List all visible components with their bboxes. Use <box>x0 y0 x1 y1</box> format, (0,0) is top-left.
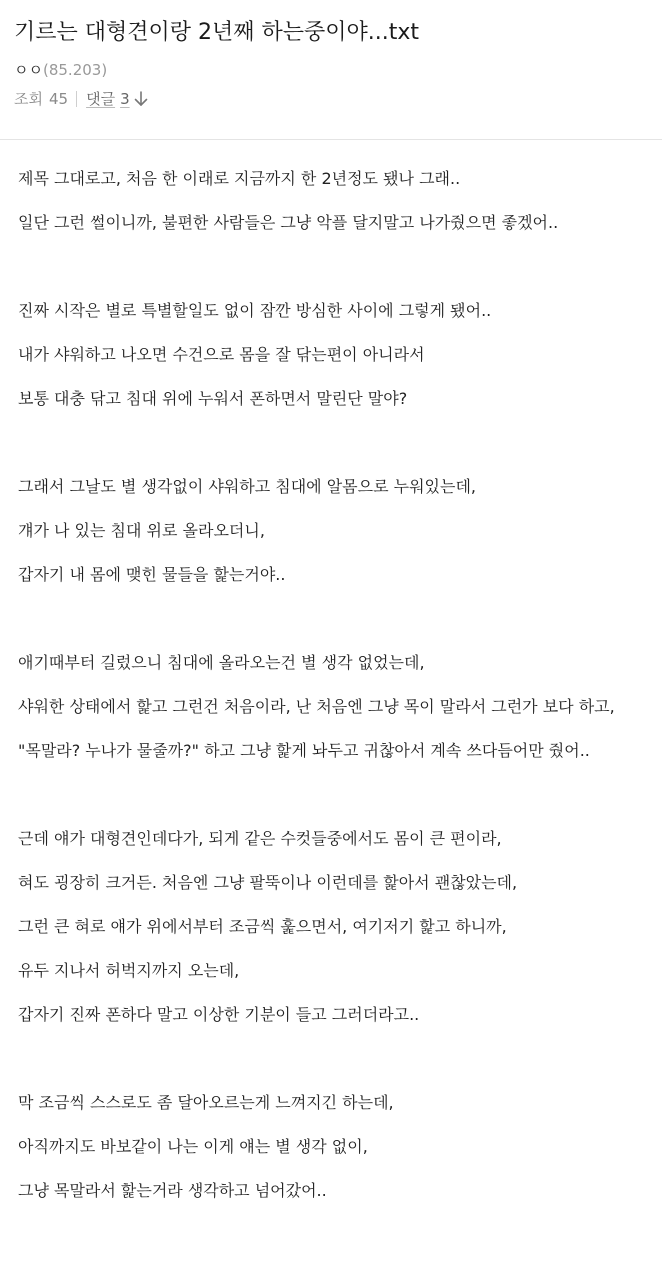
view-count-label: 조회 <box>14 90 43 108</box>
body-text-line: 걔가 나 있는 침대 위로 올라오더니, <box>18 521 265 540</box>
paragraph-gap <box>18 784 654 828</box>
body-text-line: 진짜 시작은 별로 특별할일도 없이 잠깐 방심한 사이에 그렇게 됐어.. <box>18 301 492 320</box>
arrow-down-icon <box>133 90 149 108</box>
body-text-line: 제목 그대로고, 처음 한 이래로 지금까지 한 2년정도 됐나 그래.. <box>18 169 461 188</box>
view-count-value: 45 <box>48 90 69 108</box>
post-meta <box>14 87 662 111</box>
body-text-line: 갑자기 내 몸에 맺힌 물들을 핥는거야.. <box>18 565 286 584</box>
author-info <box>14 58 662 82</box>
post-header <box>0 0 662 140</box>
body-text-line: 일단 그런 썰이니까, 불편한 사람들은 그냥 악플 달지말고 나가줬으면 좋겠어.. <box>18 213 559 232</box>
paragraph-gap <box>18 256 654 300</box>
body-text-line: 애기때부터 길렀으니 침대에 올라오는건 별 생각 없었는데, <box>18 653 425 672</box>
post-title: 기르는 대형견이랑 2년째 하는중이야...txt <box>14 20 420 45</box>
body-text-line: 근데 얘가 대형견인데다가, 되게 같은 수컷들중에서도 몸이 큰 편이라, <box>18 829 502 848</box>
author-name[interactable]: ㅇㅇ <box>14 61 43 79</box>
comment-count-label: 댓글 <box>86 90 116 108</box>
post-body <box>18 168 654 1224</box>
body-text-line: 아직까지도 바보같이 나는 이게 얘는 별 생각 없이, <box>18 1137 368 1156</box>
paragraph-gap <box>18 1048 654 1092</box>
body-text-line: 그래서 그날도 별 생각없이 샤워하고 침대에 알몸으로 누워있는데, <box>18 477 477 496</box>
body-text-line: 그냥 목말라서 핥는거라 생각하고 넘어갔어.. <box>18 1181 327 1200</box>
author-ip: (85.203) <box>42 61 108 79</box>
body-text-line: 혀도 굉장히 크거든. 처음엔 그냥 팔뚝이나 이런데를 핥아서 괜찮았는데, <box>18 873 518 892</box>
paragraph-gap <box>18 432 654 476</box>
body-text-line: 보통 대충 닦고 침대 위에 누워서 폰하면서 말린단 말야? <box>18 389 408 408</box>
body-text-line: 내가 샤워하고 나오면 수건으로 몸을 잘 닦는편이 아니라서 <box>18 345 425 364</box>
view-count <box>14 87 68 111</box>
comment-count-value: 3 <box>120 90 130 108</box>
meta-divider <box>76 91 77 107</box>
body-text-line: 샤워한 상태에서 핥고 그런건 처음이라, 난 처음엔 그냥 목이 말라서 그런가 보다 하고, <box>18 697 615 716</box>
body-text-line: 그런 큰 혀로 얘가 위에서부터 조금씩 훑으면서, 여기저기 핥고 하니까, <box>18 917 507 936</box>
paragraph-gap <box>18 608 654 652</box>
body-text-line: 막 조금씩 스스로도 좀 달아오르는게 느껴지긴 하는데, <box>18 1093 394 1112</box>
comment-count-link[interactable] <box>86 87 149 111</box>
body-text-line: 갑자기 진짜 폰하다 말고 이상한 기분이 들고 그러더라고.. <box>18 1005 420 1024</box>
body-text-line: "목말라? 누나가 물줄까?" 하고 그냥 핥게 놔두고 귀찮아서 계속 쓰다듬어만 줬어.. <box>18 741 590 760</box>
body-text-line: 유두 지나서 허벅지까지 오는데, <box>18 961 240 980</box>
